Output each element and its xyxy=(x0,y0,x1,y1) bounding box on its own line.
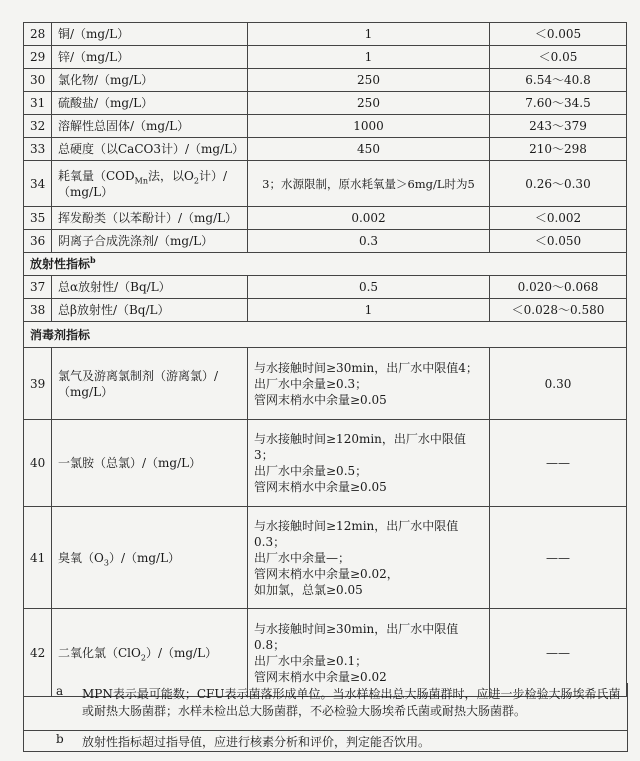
limit-value: 250 xyxy=(248,69,490,92)
table-footnotes xyxy=(23,683,628,752)
indicator-name: 氯气及游离氯制剂（游离氯）/（mg/L） xyxy=(52,348,248,420)
row-number: 39 xyxy=(24,348,52,420)
row-number: 31 xyxy=(24,92,52,115)
name-part: 法，以O xyxy=(148,168,194,183)
measured-value: —— xyxy=(490,609,627,697)
limit-value: 0.002 xyxy=(248,207,490,230)
measured-value: ＜0.050 xyxy=(490,230,627,253)
measured-value: 243～379 xyxy=(490,115,627,138)
subscript: 3 xyxy=(103,557,109,567)
indicator-name: 阴离子合成洗涤剂/（mg/L） xyxy=(52,230,248,253)
table-row xyxy=(24,46,627,69)
limit-line: 与水接触时间≥12min，出厂水中限值 xyxy=(254,518,459,533)
row-number: 33 xyxy=(24,138,52,161)
measured-value: 210～298 xyxy=(490,138,627,161)
table-row xyxy=(24,276,627,299)
measured-value: ＜0.028～0.580 xyxy=(490,299,627,322)
limit-line: 如加氯，总氯≥0.05 xyxy=(254,582,363,597)
table-row xyxy=(24,420,627,507)
limit-line: 出厂水中余量≥0.5； xyxy=(254,464,368,478)
indicator-name: 硫酸盐/（mg/L） xyxy=(52,92,248,115)
limit-line: 管网末梢水中余量≥0.05 xyxy=(254,480,387,494)
section-row xyxy=(24,253,627,276)
limit-line: 出厂水中余量≥0.3； xyxy=(254,376,368,391)
limit-line: 3； xyxy=(254,448,274,462)
name-part: ）/（mg/L） xyxy=(108,550,181,565)
table-row xyxy=(24,348,627,420)
table-row xyxy=(24,507,627,609)
indicator-name: 总α放射性/（Bq/L） xyxy=(52,276,248,299)
indicator-name xyxy=(52,507,248,609)
limit-value xyxy=(248,348,490,420)
table-row xyxy=(24,69,627,92)
water-quality-table xyxy=(23,22,627,697)
footnote-marker: b xyxy=(90,255,96,265)
measured-value: 6.54～40.8 xyxy=(490,69,627,92)
measured-value: 0.30 xyxy=(490,348,627,420)
limit-line: 管网末梢水中余量≥0.02 xyxy=(254,669,387,684)
footnote-text: 放射性指标超过指导值，应进行核素分析和评价，判定能否饮用。 xyxy=(82,735,431,749)
limit-value xyxy=(248,507,490,609)
measured-value: —— xyxy=(490,507,627,609)
limit-value: 3；水源限制，原水耗氧量＞6mg/L时为5 xyxy=(248,161,490,207)
row-number: 32 xyxy=(24,115,52,138)
row-number: 42 xyxy=(24,609,52,697)
name-part: 计）/（mg/L） xyxy=(58,168,227,199)
indicator-name: 氯化物/（mg/L） xyxy=(52,69,248,92)
row-number: 40 xyxy=(24,420,52,507)
subscript: 2 xyxy=(140,652,146,662)
row-number: 35 xyxy=(24,207,52,230)
limit-value: 1 xyxy=(248,23,490,46)
measured-value: 0.020～0.068 xyxy=(490,276,627,299)
limit-line: 出厂水中余量—； xyxy=(254,550,351,565)
name-part: 臭氧（O xyxy=(58,550,104,565)
table-row xyxy=(24,207,627,230)
indicator-name: 总硬度（以CaCO3计）/（mg/L） xyxy=(52,138,248,161)
limit-value: 0.5 xyxy=(248,276,490,299)
limit-value: 1 xyxy=(248,46,490,69)
limit-line: 管网末梢水中余量≥0.02， xyxy=(254,566,399,581)
section-row xyxy=(24,322,627,348)
footnote-marker: a xyxy=(56,684,64,698)
limit-line: 与水接触时间≥30min，出厂水中限值4； xyxy=(254,360,478,375)
limit-value: 450 xyxy=(248,138,490,161)
measured-value: ＜0.002 xyxy=(490,207,627,230)
table-row xyxy=(24,299,627,322)
table-row xyxy=(24,115,627,138)
indicator-name: 锌/（mg/L） xyxy=(52,46,248,69)
limit-value: 250 xyxy=(248,92,490,115)
limit-line: 与水接触时间≥30min，出厂水中限值 xyxy=(254,621,459,636)
footnote-marker: b xyxy=(56,732,64,746)
limit-value: 1 xyxy=(248,299,490,322)
row-number: 41 xyxy=(24,507,52,609)
measured-value: ＜0.05 xyxy=(490,46,627,69)
measured-value: 7.60～34.5 xyxy=(490,92,627,115)
section-heading-disinfectant: 消毒剂指标 xyxy=(24,322,627,348)
indicator-name xyxy=(52,161,248,207)
limit-line: 与水接触时间≥120min，出厂水中限值 xyxy=(254,432,466,446)
table-row xyxy=(24,138,627,161)
name-part: ）/（mg/L） xyxy=(145,645,218,660)
row-number: 37 xyxy=(24,276,52,299)
row-number: 38 xyxy=(24,299,52,322)
footnote-text: MPN表示最可能数；CFU表示菌落形成单位。当水样检出总大肠菌群时，应进一步检验大肠埃希氏菌或耐热大肠菌群；水样未检出总大肠菌群，不必检验大肠埃希氏菌或耐热大肠菌群。 xyxy=(82,687,621,718)
measured-value: 0.26～0.30 xyxy=(490,161,627,207)
table-row xyxy=(24,92,627,115)
name-part: 二氧化氯（ClO xyxy=(58,645,141,660)
row-number: 29 xyxy=(24,46,52,69)
footnote-a xyxy=(24,683,627,731)
indicator-name: 挥发酚类（以苯酚计）/（mg/L） xyxy=(52,207,248,230)
limit-line: 0.3； xyxy=(254,534,286,549)
limit-value xyxy=(248,420,490,507)
indicator-name: 一氯胺（总氯）/（mg/L） xyxy=(52,420,248,507)
section-heading-radioactivity xyxy=(24,253,627,276)
indicator-name: 溶解性总固体/（mg/L） xyxy=(52,115,248,138)
table-row xyxy=(24,23,627,46)
row-number: 34 xyxy=(24,161,52,207)
indicator-name: 总β放射性/（Bq/L） xyxy=(52,299,248,322)
name-part: 耗氧量（COD xyxy=(58,168,135,183)
subscript: Mn xyxy=(134,175,148,185)
measured-value: ＜0.005 xyxy=(490,23,627,46)
limit-line: 0.8； xyxy=(254,637,286,652)
measured-value: —— xyxy=(490,420,627,507)
indicator-name: 铜/（mg/L） xyxy=(52,23,248,46)
limit-value: 1000 xyxy=(248,115,490,138)
row-number: 28 xyxy=(24,23,52,46)
table-row xyxy=(24,230,627,253)
row-number: 36 xyxy=(24,230,52,253)
subscript: 2 xyxy=(193,175,199,185)
limit-line: 管网末梢水中余量≥0.05 xyxy=(254,392,387,407)
row-number: 30 xyxy=(24,69,52,92)
limit-line: 出厂水中余量≥0.1； xyxy=(254,653,368,668)
footnote-b xyxy=(24,731,627,751)
section-label: 放射性指标 xyxy=(30,257,91,271)
limit-value: 0.3 xyxy=(248,230,490,253)
table-row xyxy=(24,161,627,207)
